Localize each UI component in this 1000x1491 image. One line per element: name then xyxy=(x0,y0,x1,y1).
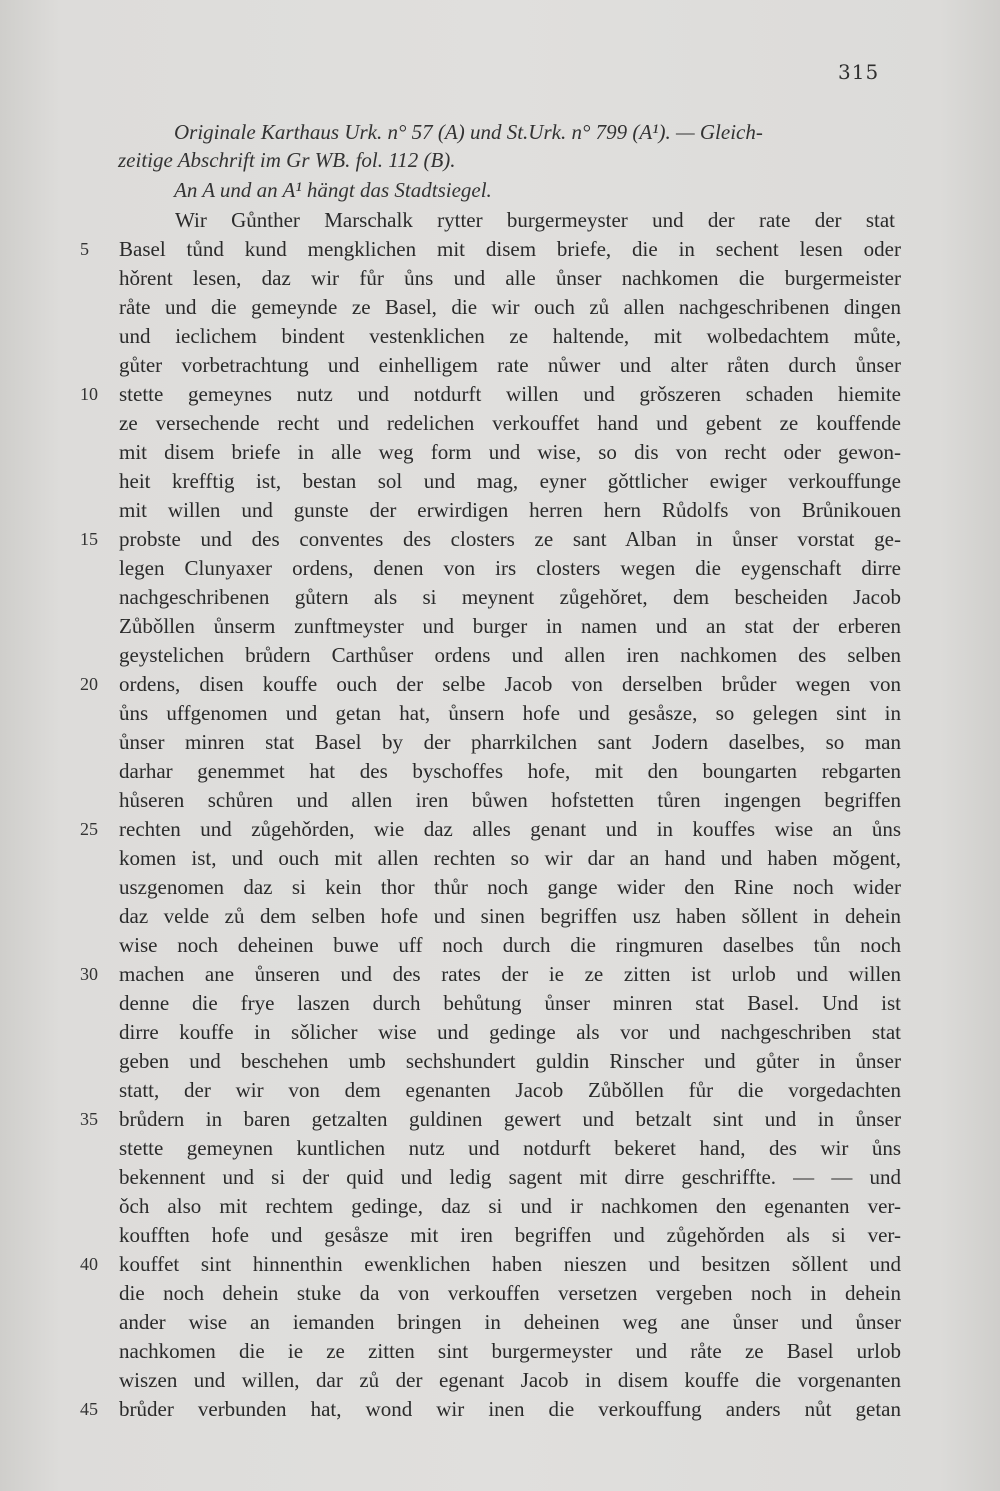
text-line xyxy=(0,1337,1000,1366)
line-text: geystelichen brůdern Carthůser ordens und allen iren nachkomen des selben xyxy=(119,643,901,667)
source-note xyxy=(118,118,900,204)
source-line-2: zeitige Abschrift im Gr WB. fol. 112 (B). xyxy=(118,148,456,172)
text-line xyxy=(0,206,1000,235)
line-text: geben und beschehen umb sechshundert guldin Rinscher und gůter in ůnser xyxy=(119,1049,901,1073)
text-line xyxy=(0,322,1000,351)
line-number: 30 xyxy=(80,964,98,984)
text-line xyxy=(0,525,1000,554)
line-text: denne die frye laszen durch behůtung ůnser minren stat Basel. Und ist xyxy=(119,991,901,1015)
line-text: darhar genemmet hat des byschoffes hofe, mit den boungarten rebgarten xyxy=(119,759,901,783)
text-line xyxy=(0,1366,1000,1395)
text-line xyxy=(0,699,1000,728)
text-line xyxy=(0,612,1000,641)
line-number: 10 xyxy=(80,384,98,404)
text-line xyxy=(0,757,1000,786)
line-text: stette gemeynen kuntlichen nutz und notdurft bekeret hand, des wir ůns xyxy=(119,1136,901,1160)
line-text: und ieclichem bindent vestenklichen ze haltende, mit wolbedachtem můte, xyxy=(119,324,901,348)
text-line xyxy=(0,351,1000,380)
text-line xyxy=(0,1134,1000,1163)
text-line xyxy=(0,1279,1000,1308)
line-text: ze versechende recht und redelichen verkouffet hand und gebent ze kouffende xyxy=(119,411,901,435)
line-number: 35 xyxy=(80,1109,98,1129)
line-text: heit krefftig ist, bestan sol und mag, eyner gǒttlicher ewiger verkouffunge xyxy=(119,469,901,493)
text-line xyxy=(0,1192,1000,1221)
text-line xyxy=(0,467,1000,496)
line-text: ordens, disen kouffe ouch der selbe Jacob von derselben brůder wegen von xyxy=(119,672,901,696)
text-line xyxy=(0,438,1000,467)
line-text: dirre kouffe in sǒlicher wise und gedinge als vor und nachgeschriben stat xyxy=(119,1020,901,1044)
line-text: die noch dehein stuke da von verkouffen versetzen vergeben noch in dehein xyxy=(119,1281,901,1305)
text-line xyxy=(0,989,1000,1018)
line-text: legen Clunyaxer ordens, denen von irs closters wegen die eygenschaft dirre xyxy=(119,556,901,580)
line-text: daz velde zů dem selben hofe und sinen begriffen usz haben sǒllent in dehein xyxy=(119,904,901,928)
line-text: statt, der wir von dem egenanten Jacob Zůbǒllen fůr die vorgedachten xyxy=(119,1078,901,1102)
line-text: probste und des conventes des closters ze sant Alban in ůnser vorstat ge- xyxy=(119,527,901,551)
line-text: hǒrent lesen, daz wir fůr ůns und alle ůnser nachkomen die burgermeister xyxy=(119,266,901,290)
text-line xyxy=(0,786,1000,815)
text-line xyxy=(0,583,1000,612)
line-number: 25 xyxy=(80,819,98,839)
line-text: nachgeschribenen gůtern als si meynent zůgehǒret, dem bescheiden Jacob xyxy=(119,585,901,609)
line-text: Basel tůnd kund mengklichen mit disem briefe, die in sechent lesen oder xyxy=(119,237,901,261)
line-text: ǒch also mit rechtem gedinge, daz si und ir nachkomen den egenanten ver- xyxy=(119,1194,901,1218)
text-line xyxy=(0,409,1000,438)
text-line xyxy=(0,1250,1000,1279)
line-text: komen ist, und ouch mit allen rechten so wir dar an hand und haben mǒgent, xyxy=(119,846,901,870)
line-text: ander wise an iemanden bringen in deheinen weg ane ůnser und ůnser xyxy=(119,1310,901,1334)
line-text: Zůbǒllen ůnserm zunftmeyster und burger in namen und an stat der erberen xyxy=(119,614,901,638)
text-line xyxy=(0,1105,1000,1134)
text-line xyxy=(0,264,1000,293)
page-number: 315 xyxy=(838,60,880,84)
text-line xyxy=(0,1163,1000,1192)
line-text: wiszen und willen, dar zů der egenant Jacob in disem kouffe die vorgenanten xyxy=(119,1368,901,1392)
line-text: stette gemeynes nutz und notdurft willen und grǒszeren schaden hiemite xyxy=(119,382,901,406)
line-number: 5 xyxy=(80,239,89,259)
source-line-1: Originale Karthaus Urk. n° 57 (A) und St.Urk. n° 799 (A¹). — Gleich- xyxy=(174,120,763,144)
line-text: gůter vorbetrachtung und einhelligem rate nůwer und alter råten durch ůnser xyxy=(119,353,901,377)
text-line xyxy=(0,960,1000,989)
text-line xyxy=(0,1395,1000,1424)
line-text: bekennent und si der quid und ledig sagent mit dirre geschriffte. — — und xyxy=(119,1165,901,1189)
text-line xyxy=(0,873,1000,902)
document-body xyxy=(0,206,1000,1424)
line-text: koufften hofe und gesåsze mit iren begriffen und zůgehǒrden als si ver- xyxy=(119,1223,901,1247)
text-line xyxy=(0,1047,1000,1076)
line-number: 20 xyxy=(80,674,98,694)
text-line xyxy=(0,1308,1000,1337)
text-line xyxy=(0,728,1000,757)
line-number: 15 xyxy=(80,529,98,549)
text-line xyxy=(0,902,1000,931)
line-text: brůdern in baren getzalten guldinen gewert und betzalt sint und in ůnser xyxy=(119,1107,901,1131)
line-text: hůseren schůren und allen iren bůwen hofstetten tůren ingengen begriffen xyxy=(119,788,901,812)
text-line xyxy=(0,1221,1000,1250)
text-line xyxy=(0,931,1000,960)
line-text: machen ane ůnseren und des rates der ie ze zitten ist urlob und willen xyxy=(119,962,901,986)
line-text: råte und die gemeynde ze Basel, die wir ouch zů allen nachgeschribenen dingen xyxy=(119,295,901,319)
text-line xyxy=(0,641,1000,670)
text-line xyxy=(0,380,1000,409)
line-text: ůns uffgenomen und getan hat, ůnsern hofe und gesåsze, so gelegen sint in xyxy=(119,701,901,725)
line-text: Wir Gůnther Marschalk rytter burgermeyster und der rate der stat xyxy=(175,208,895,232)
text-line xyxy=(0,293,1000,322)
line-text: nachkomen die ie ze zitten sint burgermeyster und råte ze Basel urlob xyxy=(119,1339,901,1363)
line-text: uszgenomen daz si kein thor thůr noch gange wider den Rine noch wider xyxy=(119,875,901,899)
text-line xyxy=(0,1018,1000,1047)
line-text: mit willen und gunste der erwirdigen herren hern Růdolfs von Brůnikouen xyxy=(119,498,901,522)
line-number: 40 xyxy=(80,1254,98,1274)
line-text: wise noch deheinen buwe uff noch durch die ringmuren daselbes tůn noch xyxy=(119,933,901,957)
line-text: mit disem briefe in alle weg form und wise, so dis von recht oder gewon- xyxy=(119,440,901,464)
line-text: brůder verbunden hat, wond wir inen die verkouffung anders nůt getan xyxy=(119,1397,901,1421)
line-number: 45 xyxy=(80,1399,98,1419)
text-line xyxy=(0,1076,1000,1105)
text-line xyxy=(0,496,1000,525)
text-line xyxy=(0,815,1000,844)
text-line xyxy=(0,235,1000,264)
text-line xyxy=(0,554,1000,583)
text-line xyxy=(0,844,1000,873)
line-text: rechten und zůgehǒrden, wie daz alles genant und in kouffes wise an ůns xyxy=(119,817,901,841)
line-text: ůnser minren stat Basel by der pharrkilchen sant Jodern daselbes, so man xyxy=(119,730,901,754)
text-line xyxy=(0,670,1000,699)
line-text: kouffet sint hinnenthin ewenklichen haben nieszen und besitzen sǒllent und xyxy=(119,1252,901,1276)
seal-note: An A und an A¹ hängt das Stadtsiegel. xyxy=(174,178,492,202)
